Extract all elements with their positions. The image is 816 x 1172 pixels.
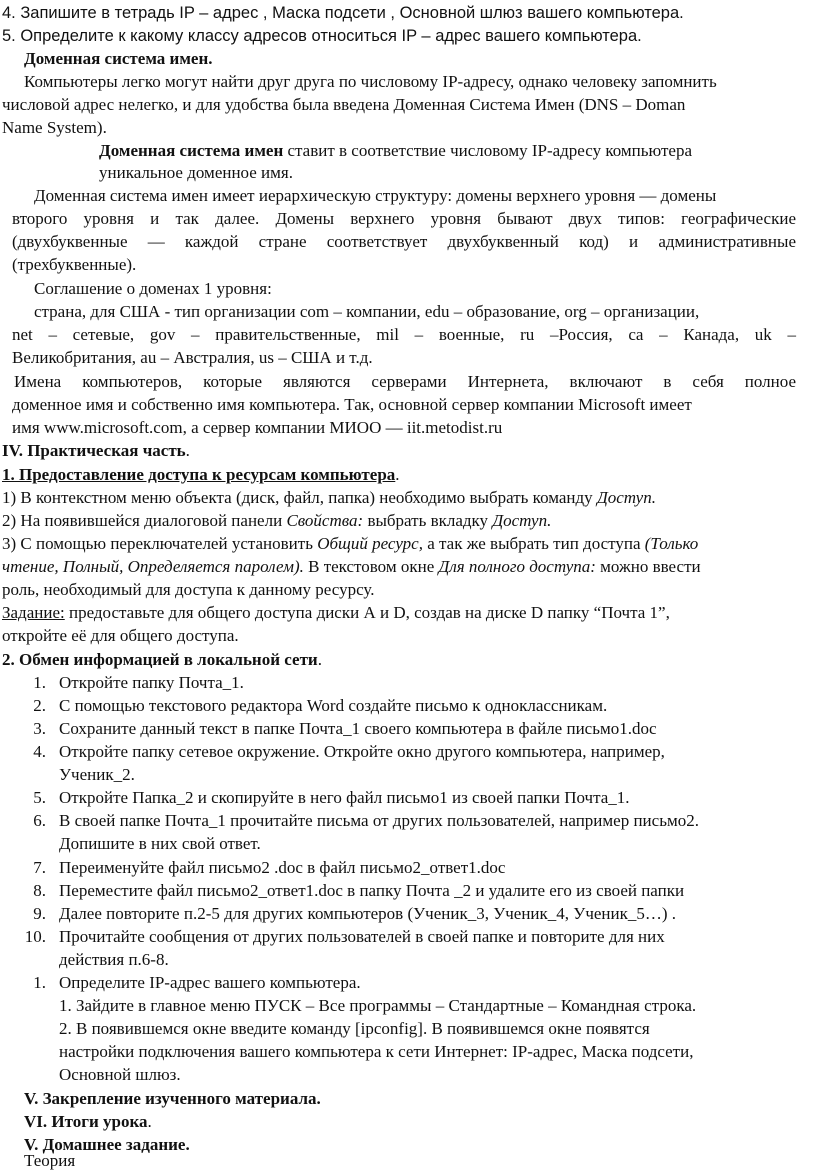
sub-step: настройки подключения вашего компьютера к сети Интернет: IP-адрес, Маска подсети,	[59, 1042, 694, 1061]
definition-line: уникальное доменное имя.	[99, 163, 293, 182]
definition-line	[99, 140, 692, 162]
heading-sharing	[2, 464, 400, 486]
step-line	[2, 510, 551, 532]
list-item-continued: Ученик_2.	[59, 765, 135, 784]
step-access: (Только	[644, 534, 699, 553]
homework-text: Теория	[24, 1151, 76, 1170]
step-text: В текстовом окне	[303, 557, 439, 576]
paragraph-line: второго уровня и так далее. Домены верхнего уровня бывают двух типов: географические	[12, 209, 796, 228]
step-line	[2, 487, 656, 509]
step-text: 2) На появившейся диалоговой панели	[2, 511, 287, 530]
list-number: 3.	[33, 719, 46, 738]
step-line	[2, 556, 701, 578]
list-item: С помощью текстового редактора Word создайте письмо к одноклассникам.	[59, 696, 608, 715]
list-number: 8.	[33, 881, 46, 900]
heading-sharing-text: 1. Предоставление доступа к ресурсам компьютера	[2, 465, 396, 484]
definition-term: Доменная система имен	[99, 141, 284, 160]
assignment-label: Задание:	[2, 603, 65, 622]
list-number: 5.	[33, 788, 46, 807]
definition-text: ставит в соответствие числовому IP-адресу компьютера	[283, 141, 693, 160]
heading-dns: Доменная система имен.	[24, 49, 213, 68]
step-text: 1) В контекстном меню объекта (диск, файл, папка) необходимо выбрать команду	[2, 488, 597, 507]
step-tab: Доступ.	[492, 511, 552, 530]
step-text: можно ввести	[595, 557, 701, 576]
heading-results-dot: .	[147, 1112, 152, 1131]
list-item: Далее повторите п.2-5 для других компьютеров (Ученик_3, Ученик_4, Ученик_5…) .	[59, 904, 677, 923]
list-item: Определите IP-адрес вашего компьютера.	[59, 973, 361, 992]
heading-exchange	[2, 649, 322, 671]
list-item: Откройте папку Почта_1.	[59, 673, 244, 692]
list-number: 2.	[33, 696, 46, 715]
list-item: Переместите файл письмо2_ответ1.doc в папку Почта _2 и удалите его из своей папки	[59, 881, 685, 900]
step-panel: Свойства:	[286, 511, 364, 530]
step-line: роль, необходимый для доступа к данному ресурсу.	[2, 580, 375, 599]
sub-step: 1. Зайдите в главное меню ПУСК – Все программы – Стандартные – Командная строка.	[59, 996, 697, 1015]
paragraph-line: net – сетевые, gov – правительственные, mil – военные, ru –Россия, ca – Канада, uk –	[12, 325, 796, 344]
paragraph-line: (двухбуквенные — каждой стране соответствует двухбуквенный код) и административные	[12, 232, 796, 251]
heading-results	[24, 1111, 152, 1133]
task-line-4: 4. Запишите в тетрадь IP – адрес , Маска подсети , Основной шлюз вашего компьютера.	[2, 4, 684, 22]
assignment-line: откройте её для общего доступа.	[2, 626, 239, 645]
list-item: Переименуйте файл письмо2 .doc в файл письмо2_ответ1.doc	[59, 858, 506, 877]
sub-step: Основной шлюз.	[59, 1065, 181, 1084]
paragraph-line: Name System).	[2, 118, 107, 137]
step-line	[2, 533, 698, 555]
step-field: Для полного доступа:	[438, 557, 596, 576]
list-number: 9.	[33, 904, 46, 923]
heading-practice	[2, 440, 190, 462]
heading-practice-text: IV. Практическая часть	[2, 441, 186, 460]
paragraph-line: Доменная система имен имеет иерархическую структуру: домены верхнего уровня — домены	[34, 186, 717, 205]
paragraph-line: страна, для США - тип организации com – компании, edu – образование, org – организации,	[34, 302, 700, 321]
list-number: 7.	[33, 858, 46, 877]
heading-results-text: VI. Итоги урока	[24, 1112, 148, 1131]
sub-step: 2. В появившемся окне введите команду [ipconfig]. В появившемся окне появятся	[59, 1019, 650, 1038]
list-number: 10.	[24, 927, 46, 946]
list-number: 4.	[33, 742, 46, 761]
list-number: 1.	[33, 973, 46, 992]
heading-homework: V. Домашнее задание.	[24, 1135, 190, 1154]
paragraph-line: Имена компьютеров, которые являются серверами Интернета, включают в себя полное	[14, 372, 796, 391]
assignment-text: предоставьте для общего доступа диски А и D, создав на диске D папку “Почта 1”,	[64, 603, 670, 622]
list-item: Сохраните данный текст в папке Почта_1 своего компьютера в файле письмо1.doc	[59, 719, 657, 738]
paragraph-line: доменное имя и собственно имя компьютера. Так, основной сервер компании Microsoft имеет	[12, 395, 692, 414]
task-line-5: 5. Определите к какому классу адресов относиться IP – адрес вашего компьютера.	[2, 27, 642, 45]
assignment-line	[2, 602, 670, 624]
paragraph-line: Компьютеры легко могут найти друг друга по числовому IP-адресу, однако человеку запомнить	[24, 72, 717, 91]
heading-exchange-dot: .	[317, 650, 322, 669]
heading-exchange-text: 2. Обмен информацией в локальной сети	[2, 650, 318, 669]
step-text: выбрать вкладку	[363, 511, 493, 530]
list-item: Откройте папку сетевое окружение. Откройте окно другого компьютера, например,	[59, 742, 665, 761]
paragraph-line: имя www.microsoft.com, а сервер компании МИОО — iit.metodist.ru	[12, 418, 503, 437]
heading-reinforcement: V. Закрепление изученного материала.	[24, 1089, 321, 1108]
step-text: 3) С помощью переключателей установить	[2, 534, 318, 553]
paragraph-line: Великобритания, au – Австралия, us – США и т.д.	[12, 348, 373, 367]
step-command: Доступ.	[596, 488, 656, 507]
step-text: а так же выбрать тип доступа	[422, 534, 645, 553]
heading-practice-dot: .	[185, 441, 190, 460]
list-item: Прочитайте сообщения от других пользователей в своей папке и повторите для них	[59, 927, 665, 946]
list-item: Откройте Папка_2 и скопируйте в него файл письмо1 из своей папки Почта_1.	[59, 788, 630, 807]
list-item-continued: действия п.6-8.	[59, 950, 169, 969]
paragraph-line: числовой адрес нелегко, и для удобства была введена Доменная Система Имен (DNS – Doman	[2, 95, 686, 114]
step-access: чтение, Полный, Определяется паролем).	[2, 557, 304, 576]
list-number: 1.	[33, 673, 46, 692]
list-item: В своей папке Почта_1 прочитайте письма от других пользователей, например письмо2.	[59, 811, 699, 830]
paragraph-line: Соглашение о доменах 1 уровня:	[34, 279, 272, 298]
step-resource: Общий ресурс,	[317, 534, 423, 553]
heading-sharing-dot: .	[395, 465, 400, 484]
list-item-continued: Допишите в них свой ответ.	[59, 834, 261, 853]
paragraph-line: (трехбуквенные).	[12, 255, 137, 274]
list-number: 6.	[33, 811, 46, 830]
